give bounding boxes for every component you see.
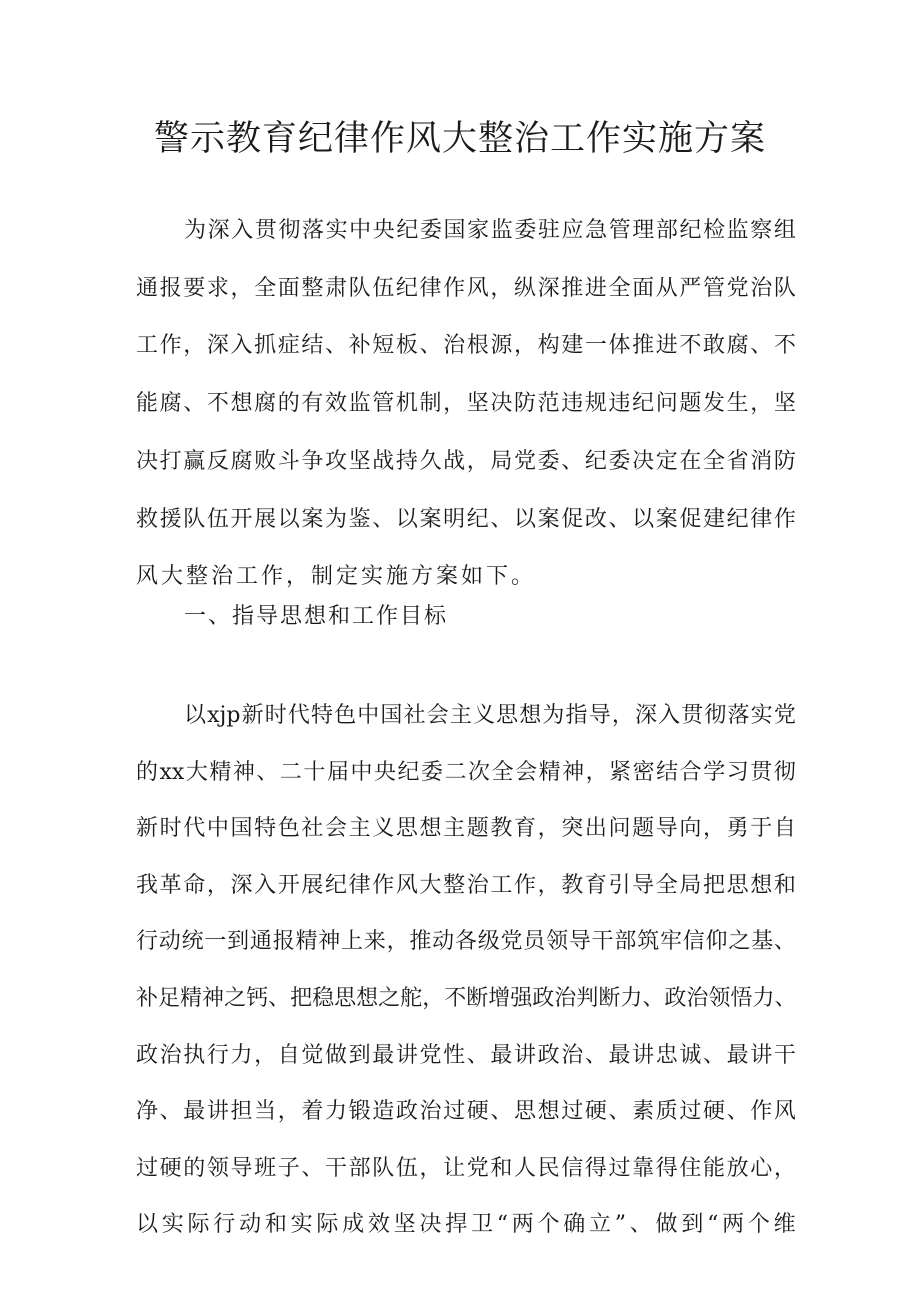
paragraph-line: 过 硬 的 领 导 班 子 、 干 部 队 伍 ， 让 党 和 人 民 信 得 过 靠 得 住 能 放 心 ， bbox=[136, 1155, 796, 1181]
paragraph-line: 的 xx 大 精 神 、 二 十 届 中 央 纪 委 二 次 全 会 精 神 ， 紧 密 结 合 学 习 贯 彻 bbox=[136, 759, 796, 785]
paragraph-line: 以 xjp 新 时 代 特 色 中 国 社 会 主 义 思 想 为 指 导 ， 深 入 贯 彻 落 实 党 bbox=[184, 703, 796, 728]
paragraph-line: 我 革 命 ， 深 入 开 展 纪 律 作 风 大 整 治 工 作 ， 教 育 引 导 全 局 把 思 想 和 bbox=[136, 872, 796, 898]
section-heading-guiding-ideology: 一、指导思想和工作目标 bbox=[184, 604, 449, 629]
paragraph-line: 风大整治工作，制定实施方案如下。 bbox=[136, 564, 537, 590]
paragraph-line: 行 动 统 一 到 通 报 精 神 上 来 ， 推 动 各 级 党 员 领 导 干 部 筑 牢 信 仰 之 基 、 bbox=[136, 929, 796, 955]
paragraph-line: 新 时 代 中 国 特 色 社 会 主 义 思 想 主 题 教 育 ， 突 出 问 题 导 向 ， 勇 于 自 bbox=[136, 816, 796, 842]
paragraph-line: 通 报 要 求 ， 全 面 整 肃 队 伍 纪 律 作 风 ， 纵 深 推 进 全 面 从 严 管 党 治 队 bbox=[136, 275, 796, 301]
paragraph-line: 能 腐 、 不 想 腐 的 有 效 监 管 机 制 ， 坚 决 防 范 违 规 违 纪 问 题 发 生 ， 坚 bbox=[136, 391, 796, 417]
paragraph-line: 以 实 际 行 动 和 实 际 成 效 坚 决 捍 卫 “ 两 个 确 立 ” 、 做 到 “ 两 个 维 bbox=[136, 1212, 796, 1238]
paragraph-line: 救 援 队 伍 开 展 以 案 为 鉴 、 以 案 明 纪 、 以 案 促 改 、 以 案 促 建 纪 律 作 bbox=[136, 506, 796, 532]
paragraph-line: 决 打 赢 反 腐 败 斗 争 攻 坚 战 持 久 战 ， 局 党 委 、 纪 委 决 定 在 全 省 消 防 bbox=[136, 448, 796, 474]
paragraph-line: 工 作 ， 深 入 抓 症 结 、 补 短 板 、 治 根 源 ， 构 建 一 体 推 进 不 敢 腐 、 不 bbox=[136, 333, 796, 359]
paragraph-line: 政 治 执 行 力 ， 自 觉 做 到 最 讲 党 性 、 最 讲 政 治 、 最 讲 忠 诚 、 最 讲 干 bbox=[136, 1042, 796, 1068]
paragraph-line: 补 足 精 神 之 钙 、 把 稳 思 想 之 舵 ， 不 断 增 强 政 治 判 断 力 、 政 治 领 悟 力 、 bbox=[136, 986, 797, 1011]
paragraph-line: 净 、 最 讲 担 当 ， 着 力 锻 造 政 治 过 硬 、 思 想 过 硬 、 素 质 过 硬 、 作 风 bbox=[136, 1099, 796, 1125]
paragraph-line: 为 深 入 贯 彻 落 实 中 央 纪 委 国 家 监 委 驻 应 急 管 理 部 纪 检 监 察 组 bbox=[184, 218, 796, 243]
document-title: 警示教育纪律作风大整治工作实施方案 bbox=[153, 119, 766, 159]
